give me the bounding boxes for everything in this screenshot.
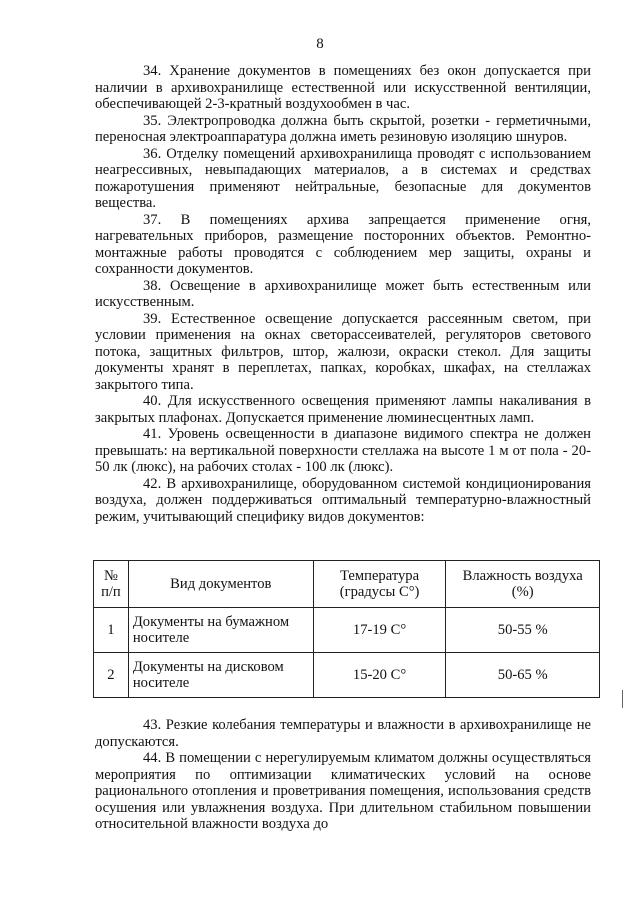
paragraph-35: 35. Электропроводка должна быть скрытой, розетки - герметичными, переносная электроаппаратура должна иметь резиновую изоляцию шнуров. <box>95 112 591 145</box>
header-temperature: Температура (градусы С°) <box>313 561 446 608</box>
paragraph-34: 34. Хранение документов в помещениях без окон допускается при наличии в архивохранилище естественной или искусственной вентиляции, обеспечивающей 2-3-кратный воздухообмен в час. <box>95 63 591 112</box>
row-number: 1 <box>94 608 129 653</box>
row-temperature: 17-19 С° <box>313 608 446 653</box>
scan-edge-mark <box>622 690 623 708</box>
row-document-type: Документы на дисковом носителе <box>128 653 313 698</box>
paragraph-40: 40. Для искусственного освещения применяют лампы накаливания в закрытых плафонах. Допускается применение люминесцентных ламп. <box>95 393 591 426</box>
paragraph-43: 43. Резкие колебания температуры и влажности в архивохранилище не допускаются. <box>95 717 591 750</box>
paragraph-38: 38. Освещение в архивохранилище может быть естественным или искусственным. <box>95 277 591 310</box>
row-document-type: Документы на бумажном носителе <box>128 608 313 653</box>
paragraph-37: 37. В помещениях архива запрещается применение огня, нагревательных приборов, размещение посторонних объектов. Ремонтно-монтажные работы проводятся с соблюдением мер защиты, охраны и сохранности документов. <box>95 211 591 277</box>
page-number: 8 <box>316 36 324 52</box>
table-row <box>94 608 600 653</box>
row-humidity: 50-65 % <box>446 653 600 698</box>
paragraph-41: 41. Уровень освещенности в диапазоне видимого спектра не должен превышать: на вертикальной поверхности стеллажа на высоте 1 м от пола - 20-50 лк (люкс), на рабочих столах - 100 лк (люкс). <box>95 426 591 475</box>
header-number: № п/п <box>94 561 129 608</box>
paragraphs-top <box>95 63 591 525</box>
paragraph-36: 36. Отделку помещений архивохранилища проводят с использованием неагрессивных, невыпадающих материалов, а в системах и средствах пожаротушения применяют нейтральные, безопасные для документов вещества. <box>95 145 591 211</box>
paragraph-42: 42. В архивохранилище, оборудованном системой кондиционирования воздуха, должен поддерживаться оптимальный температурно-влажностный режим, учитывающий специфику видов документов: <box>95 475 591 525</box>
header-document-type: Вид документов <box>128 561 313 608</box>
paragraph-39: 39. Естественное освещение допускается рассеянным светом, при условии применения на окнах светорассеивателей, регуляторов светового потока, защитных фильтров, штор, жалюзи, окраски стекол. Для защиты документы хранят в переплетах, папках, коробках, шкафах, на стеллажах закрытого типа. <box>95 310 591 393</box>
paragraph-44: 44. В помещении с нерегулируемым климатом должны осуществляться мероприятия по оптимизации климатических условий на основе рационального отопления и проветривания помещения, использования средств осушения или увлажнения воздуха. При длительном стабильном повышении относительной влажности воздуха до <box>95 750 591 832</box>
table-header-row <box>94 561 600 608</box>
header-humidity: Влажность воздуха (%) <box>446 561 600 608</box>
row-temperature: 15-20 С° <box>313 653 446 698</box>
row-humidity: 50-55 % <box>446 608 600 653</box>
table-row <box>94 653 600 698</box>
storage-conditions-table <box>93 560 600 698</box>
paragraphs-bottom <box>95 717 591 833</box>
row-number: 2 <box>94 653 129 698</box>
